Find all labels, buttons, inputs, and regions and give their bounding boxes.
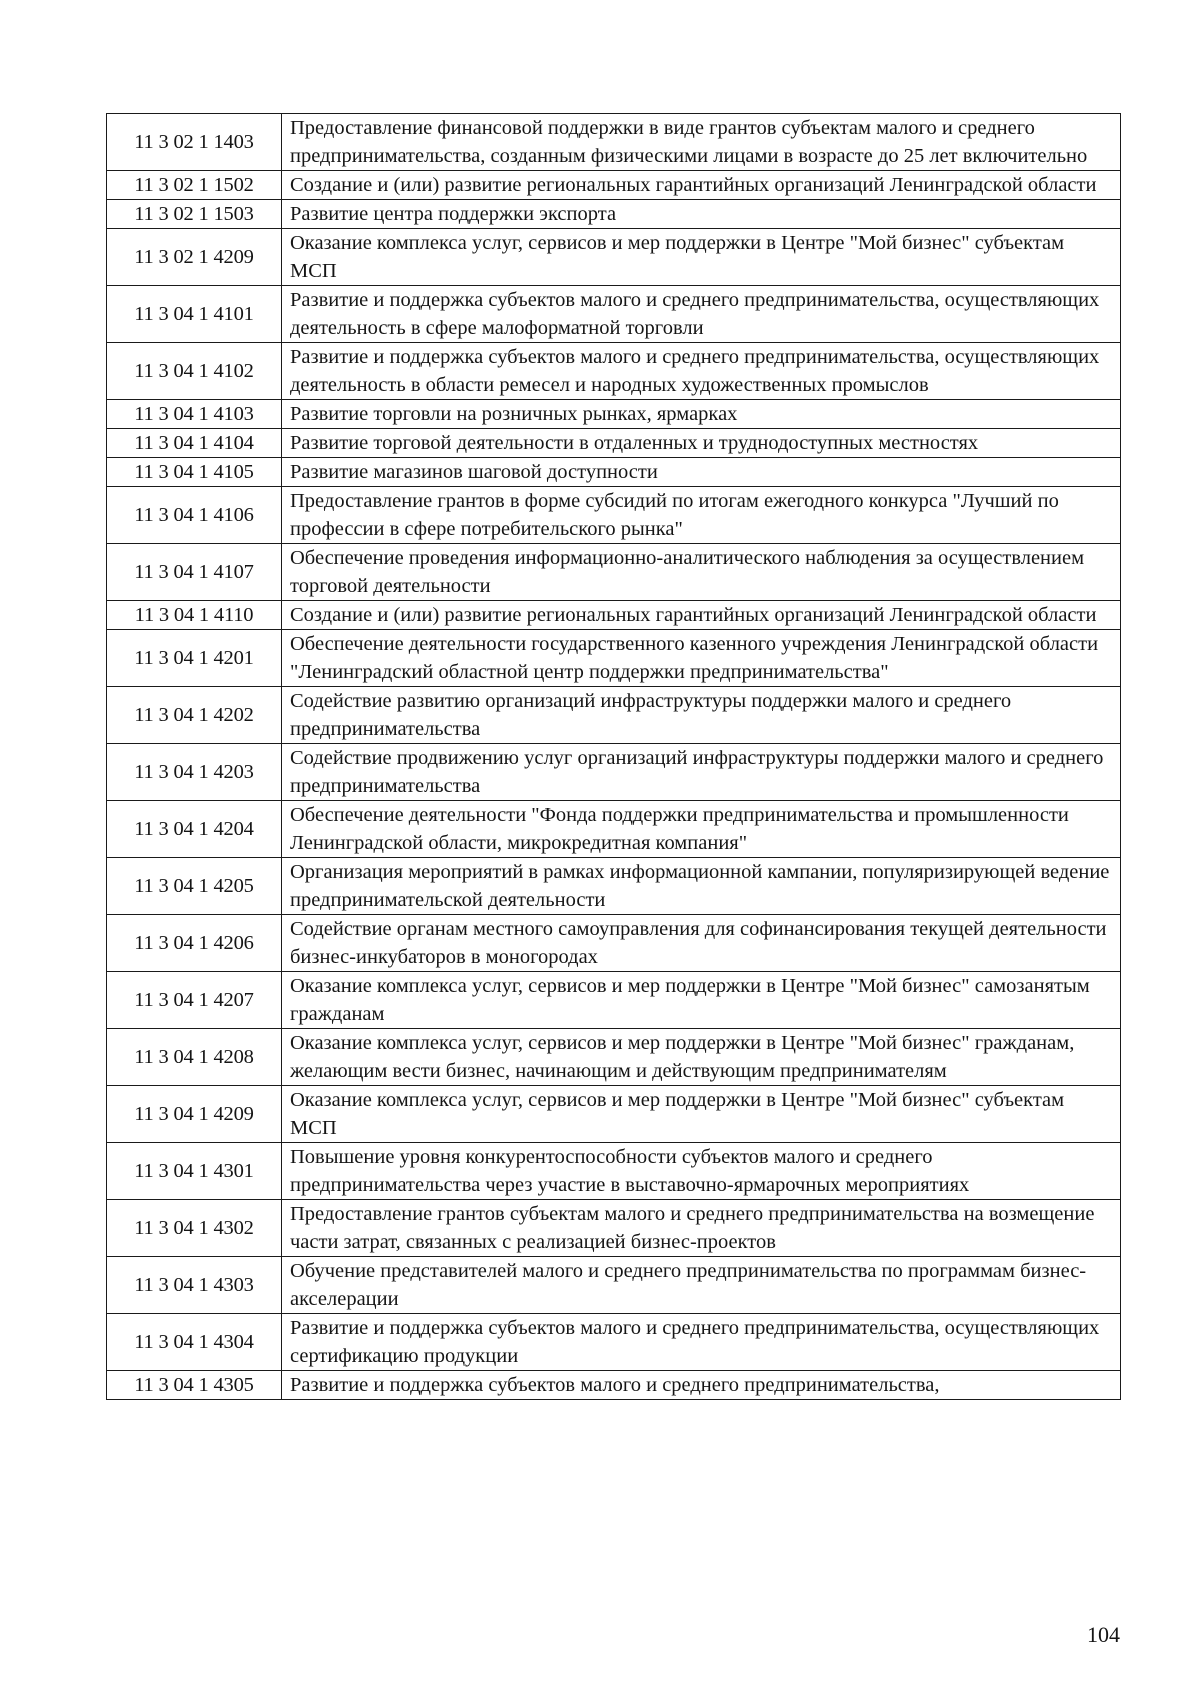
table-row	[107, 458, 1121, 487]
table-row	[107, 487, 1121, 544]
row-description: Организация мероприятий в рамках информационной кампании, популяризирующей ведение предпринимательской деятельности	[282, 858, 1121, 915]
row-description: Оказание комплекса услуг, сервисов и мер поддержки в Центре "Мой бизнес" субъектам МСП	[282, 1086, 1121, 1143]
row-code: 11 3 04 1 4303	[107, 1257, 282, 1314]
table-row	[107, 1143, 1121, 1200]
row-code: 11 3 04 1 4201	[107, 630, 282, 687]
row-description: Содействие развитию организаций инфраструктуры поддержки малого и среднего предпринимательства	[282, 687, 1121, 744]
table-row	[107, 601, 1121, 630]
row-code: 11 3 02 1 1502	[107, 171, 282, 200]
table-row	[107, 544, 1121, 601]
table-row	[107, 858, 1121, 915]
row-description: Развитие и поддержка субъектов малого и среднего предпринимательства, осуществляющих деятельность в области ремесел и народных художественных промыслов	[282, 343, 1121, 400]
row-description: Обеспечение деятельности "Фонда поддержки предпринимательства и промышленности Ленинградской области, микрокредитная компания"	[282, 801, 1121, 858]
table-row	[107, 429, 1121, 458]
row-code: 11 3 04 1 4305	[107, 1371, 282, 1400]
row-description: Предоставление грантов в форме субсидий по итогам ежегодного конкурса "Лучший по профессии в сфере потребительского рынка"	[282, 487, 1121, 544]
table-row	[107, 630, 1121, 687]
row-code: 11 3 04 1 4203	[107, 744, 282, 801]
row-code: 11 3 04 1 4110	[107, 601, 282, 630]
row-description: Обеспечение проведения информационно-аналитического наблюдения за осуществлением торговой деятельности	[282, 544, 1121, 601]
row-description: Оказание комплекса услуг, сервисов и мер поддержки в Центре "Мой бизнес" гражданам, желающим вести бизнес, начинающим и действующим предпринимателям	[282, 1029, 1121, 1086]
row-code: 11 3 04 1 4209	[107, 1086, 282, 1143]
table-row	[107, 343, 1121, 400]
row-code: 11 3 04 1 4101	[107, 286, 282, 343]
row-description: Обучение представителей малого и среднего предпринимательства по программам бизнес-акселерации	[282, 1257, 1121, 1314]
table-row	[107, 1086, 1121, 1143]
table-row	[107, 1029, 1121, 1086]
row-code: 11 3 04 1 4208	[107, 1029, 282, 1086]
row-code: 11 3 04 1 4204	[107, 801, 282, 858]
row-code: 11 3 02 1 1503	[107, 200, 282, 229]
row-code: 11 3 02 1 1403	[107, 114, 282, 171]
row-code: 11 3 04 1 4304	[107, 1314, 282, 1371]
row-description: Развитие торговли на розничных рынках, ярмарках	[282, 400, 1121, 429]
row-code: 11 3 04 1 4207	[107, 972, 282, 1029]
row-description: Обеспечение деятельности государственного казенного учреждения Ленинградской области "Ленинградский областной центр поддержки предпринимательства"	[282, 630, 1121, 687]
row-code: 11 3 04 1 4103	[107, 400, 282, 429]
table-row	[107, 687, 1121, 744]
page-number: 104	[1087, 1622, 1120, 1647]
row-description: Развитие и поддержка субъектов малого и среднего предпринимательства,	[282, 1371, 1121, 1400]
row-code: 11 3 04 1 4107	[107, 544, 282, 601]
table-row	[107, 229, 1121, 286]
table-row	[107, 915, 1121, 972]
row-description: Содействие продвижению услуг организаций инфраструктуры поддержки малого и среднего предпринимательства	[282, 744, 1121, 801]
row-description: Повышение уровня конкурентоспособности субъектов малого и среднего предпринимательства через участие в выставочно-ярмарочных мероприятиях	[282, 1143, 1121, 1200]
row-code: 11 3 04 1 4106	[107, 487, 282, 544]
table-row	[107, 744, 1121, 801]
row-description: Развитие и поддержка субъектов малого и среднего предпринимательства, осуществляющих деятельность в сфере малоформатной торговли	[282, 286, 1121, 343]
table-row	[107, 400, 1121, 429]
table-row	[107, 801, 1121, 858]
row-description: Развитие магазинов шаговой доступности	[282, 458, 1121, 487]
row-description: Создание и (или) развитие региональных гарантийных организаций Ленинградской области	[282, 171, 1121, 200]
row-description: Оказание комплекса услуг, сервисов и мер поддержки в Центре "Мой бизнес" самозанятым гражданам	[282, 972, 1121, 1029]
table-row	[107, 114, 1121, 171]
row-code: 11 3 04 1 4205	[107, 858, 282, 915]
row-description: Развитие центра поддержки экспорта	[282, 200, 1121, 229]
row-code: 11 3 04 1 4206	[107, 915, 282, 972]
table-row	[107, 200, 1121, 229]
row-code: 11 3 04 1 4104	[107, 429, 282, 458]
row-description: Создание и (или) развитие региональных гарантийных организаций Ленинградской области	[282, 601, 1121, 630]
row-code: 11 3 04 1 4102	[107, 343, 282, 400]
row-description: Предоставление финансовой поддержки в виде грантов субъектам малого и среднего предпринимательства, созданным физическими лицами в возрасте до 25 лет включительно	[282, 114, 1121, 171]
table-row	[107, 972, 1121, 1029]
budget-code-table	[106, 113, 1121, 1400]
row-code: 11 3 04 1 4302	[107, 1200, 282, 1257]
table-row	[107, 1371, 1121, 1400]
table-body	[107, 114, 1121, 1400]
row-code: 11 3 04 1 4202	[107, 687, 282, 744]
table-row	[107, 171, 1121, 200]
table-row	[107, 1314, 1121, 1371]
row-description: Развитие и поддержка субъектов малого и среднего предпринимательства, осуществляющих сертификацию продукции	[282, 1314, 1121, 1371]
table-row	[107, 1257, 1121, 1314]
table-row	[107, 286, 1121, 343]
row-description: Развитие торговой деятельности в отдаленных и труднодоступных местностях	[282, 429, 1121, 458]
table-row	[107, 1200, 1121, 1257]
row-code: 11 3 04 1 4105	[107, 458, 282, 487]
row-description: Предоставление грантов субъектам малого и среднего предпринимательства на возмещение части затрат, связанных с реализацией бизнес-проектов	[282, 1200, 1121, 1257]
row-description: Содействие органам местного самоуправления для софинансирования текущей деятельности бизнес-инкубаторов в моногородах	[282, 915, 1121, 972]
row-description: Оказание комплекса услуг, сервисов и мер поддержки в Центре "Мой бизнес" субъектам МСП	[282, 229, 1121, 286]
row-code: 11 3 02 1 4209	[107, 229, 282, 286]
row-code: 11 3 04 1 4301	[107, 1143, 282, 1200]
